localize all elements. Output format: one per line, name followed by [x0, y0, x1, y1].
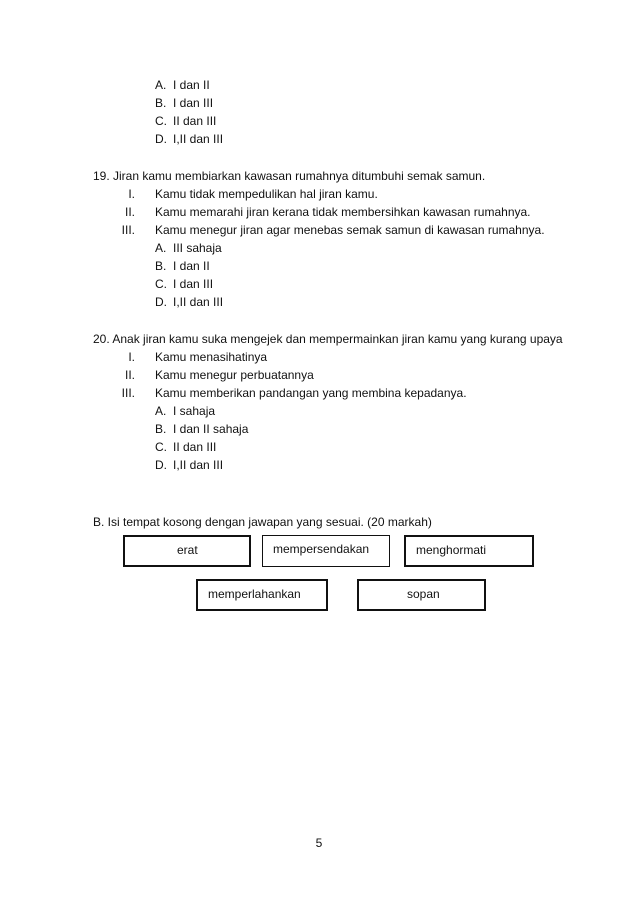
q18-option-c: C. II dan III [155, 114, 217, 128]
q20-option-d: D. I,II dan III [155, 458, 224, 472]
q20-statement-2: Kamu menegur perbuatannya [155, 368, 314, 382]
q20-option-a: A. I sahaja [155, 404, 216, 418]
q19-roman-1: I. [128, 187, 135, 201]
q19-statement-2: Kamu memarahi jiran kerana tidak membersihkan kawasan rumahnya. [155, 205, 531, 219]
word-memperlahankan: memperlahankan [208, 587, 301, 601]
word-box-sopan [357, 579, 486, 611]
word-box-memperlahankan [196, 579, 328, 611]
q18-option-b: B. I dan III [155, 96, 214, 110]
word-menghormati: menghormati [416, 543, 487, 557]
q19-roman-3: III. [121, 223, 135, 237]
q19-option-a: A. III sahaja [155, 241, 222, 255]
word-box-menghormati [404, 535, 534, 567]
q19-statement-3: Kamu menegur jiran agar menebas semak samun di kawasan rumahnya. [155, 223, 545, 237]
q19-option-d: D. I,II dan III [155, 295, 224, 309]
word-erat: erat [177, 543, 198, 557]
q20-option-c: C. II dan III [155, 440, 217, 454]
q20-statement-1: Kamu menasihatinya [155, 350, 268, 364]
q18-option-a: A. I dan II [155, 78, 210, 92]
q19-statement-1: Kamu tidak mempedulikan hal jiran kamu. [155, 187, 378, 201]
q20-roman-1: I. [128, 350, 135, 364]
q20-stem: 20. Anak jiran kamu suka mengejek dan mempermainkan jiran kamu yang kurang upaya [93, 332, 563, 346]
q20-roman-3: III. [121, 386, 135, 400]
word-sopan: sopan [407, 587, 440, 601]
q18-option-d: D. I,II dan III [155, 132, 224, 146]
q20-statement-3: Kamu memberikan pandangan yang membina kepadanya. [155, 386, 467, 400]
q20-roman-2: II. [124, 368, 135, 382]
section-b-heading: B. Isi tempat kosong dengan jawapan yang sesuai. (20 markah) [93, 515, 432, 529]
word-box-erat [123, 535, 251, 567]
q19-roman-2: II. [124, 205, 135, 219]
q19-stem: 19. Jiran kamu membiarkan kawasan rumahnya ditumbuhi semak samun. [93, 169, 486, 183]
q19-option-b: B. I dan II [155, 259, 210, 273]
page-number: 5 [315, 836, 323, 850]
word-mempersendakan: mempersendakan [273, 542, 370, 556]
q19-option-c: C. I dan III [155, 277, 214, 291]
word-box-mempersendakan [262, 535, 390, 567]
q20-option-b: B. I dan II sahaja [155, 422, 249, 436]
